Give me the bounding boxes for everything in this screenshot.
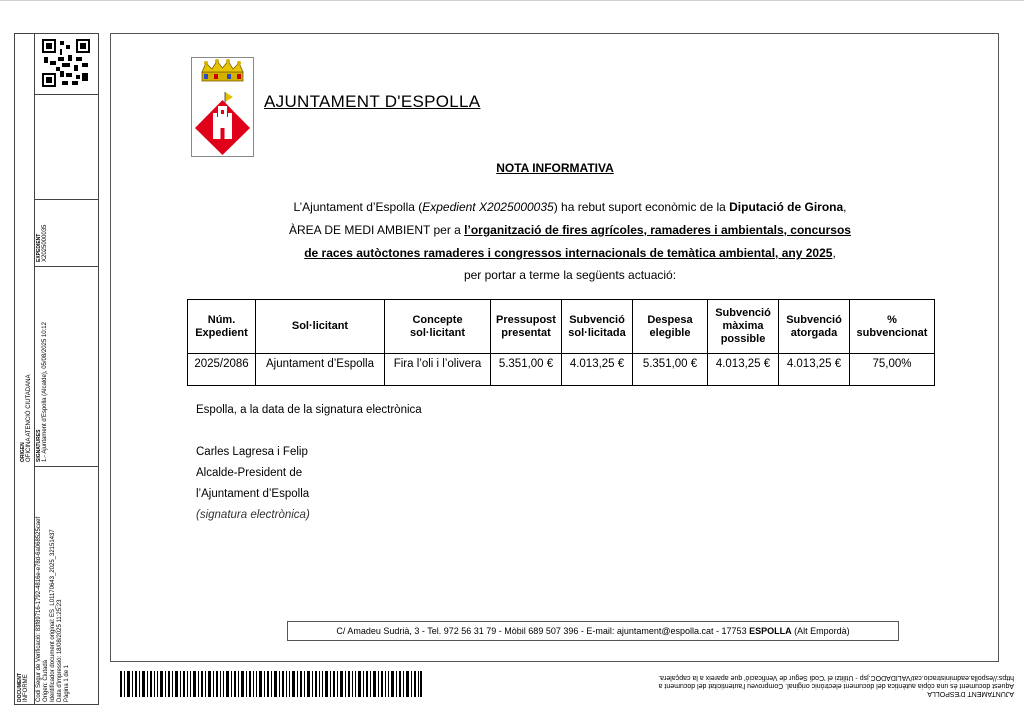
table-cell: Ajuntament d’Espolla xyxy=(256,354,385,386)
intro-line-2 xyxy=(190,219,950,241)
origin-value: OFICINA ATENCIÓ CIUTADANA xyxy=(26,374,32,462)
notice-line: AJUNTAMENT D'ESPOLLA xyxy=(927,690,1014,697)
table-cell: 5.351,00 € xyxy=(491,354,562,386)
area-text: ÀREA DE MEDI AMBIENT per a xyxy=(289,223,465,237)
footer-town: ESPOLLA xyxy=(749,626,792,636)
footer-address: C/ Amadeu Sudrià, 3 - Tel. 972 56 31 79 - Mòbil 689 507 396 - E-mail: ajuntament@espolla.cat - 17753 xyxy=(336,626,750,636)
document-label: DOCUMENT xyxy=(17,673,23,702)
notice-line: Aquest document és una còpia autèntica del document electrònic original. Comproveu l'autenticitat del document a xyxy=(658,682,1014,689)
verification-sidebar xyxy=(14,33,99,705)
verification-original-id: Identificador document original: ES_L01170643_2025_32151437 xyxy=(50,529,56,702)
column-header: Subvenció atorgada xyxy=(779,300,850,354)
table-row xyxy=(188,354,935,386)
intro-text: per portar a terme la següents actuació: xyxy=(463,268,677,282)
column-header: Pressupost presentat xyxy=(491,300,562,354)
subsidy-table xyxy=(187,299,935,386)
coat-of-arms-icon xyxy=(192,58,253,156)
qr-code-cell xyxy=(34,34,98,95)
intro-text: ) ha rebut suport econòmic de la xyxy=(553,200,730,214)
top-border xyxy=(0,0,1024,1)
verification-origin: Origen: Ciutadà xyxy=(43,659,49,702)
page-title: AJUNTAMENT D'ESPOLLA xyxy=(264,92,481,111)
verification-page: Pàgina 1 de 1 xyxy=(64,664,70,702)
program-name: l’organització de fires agrícoles, ramaderes i ambientals, concursos xyxy=(464,223,851,237)
document-heading: NOTA INFORMATIVA xyxy=(496,161,614,175)
table-cell: 5.351,00 € xyxy=(633,354,708,386)
column-header: Núm. Expedient xyxy=(188,300,256,354)
footer-region: (Alt Empordà) xyxy=(791,626,850,636)
column-header: Despesa elegible xyxy=(633,300,708,354)
table-header-row xyxy=(188,300,935,354)
qr-code-icon xyxy=(42,39,90,87)
origin-label: ORIGEN xyxy=(20,442,26,462)
column-header: Sol·licitant xyxy=(256,300,385,354)
intro-line-3 xyxy=(190,242,950,264)
intro-text: , xyxy=(832,246,836,260)
document-value: INFORME xyxy=(23,674,29,702)
program-name-continued: de races autòctones ramaderes i congressos internacionals de temàtica ambiental, any 2025 xyxy=(304,246,833,260)
table-cell: 75,00% xyxy=(850,354,935,386)
column-header: Subvenció màxima possible xyxy=(708,300,779,354)
municipal-logo xyxy=(191,57,254,157)
sidebar-divider xyxy=(34,199,98,200)
diputacio-name: Diputació de Girona xyxy=(729,200,844,214)
signer-entity: l’Ajuntament d’Espolla xyxy=(196,488,310,500)
barcode-icon xyxy=(120,671,422,697)
intro-text: L’Ajuntament d’Espolla ( xyxy=(293,200,423,214)
notice-line: https://espolla.eadministracio.cat/VALIDADOC.jsp - Utilitzi el 'Codi Segur de Verificació' que apareix a la capçalera. xyxy=(658,674,1014,681)
expedient-reference: Expedient X2025000035 xyxy=(422,200,554,214)
table-cell: 2025/2086 xyxy=(188,354,256,386)
table-cell: 4.013,25 € xyxy=(708,354,779,386)
table-cell: 4.013,25 € xyxy=(562,354,633,386)
signatures-value: 1.- Ajuntament d'Espolla (Alcalde), 05/08/2025 10:12 xyxy=(42,322,48,462)
intro-line-1 xyxy=(190,196,950,218)
table-cell: 4.013,25 € xyxy=(779,354,850,386)
address-footer xyxy=(287,621,899,641)
place-date: Espolla, a la data de la signatura electrònica xyxy=(196,404,422,416)
authenticity-notice xyxy=(594,673,1014,697)
intro-text: , xyxy=(843,200,847,214)
verification-print-date: Data d'impressió: 18/08/2025 11:25:23 xyxy=(57,599,63,702)
table-cell: Fira l’oli i l’olivera xyxy=(385,354,491,386)
expedient-label: EXPEDIENT xyxy=(36,233,42,262)
expedient-value: X2025000035 xyxy=(42,224,48,262)
signer-role: Alcalde-President de xyxy=(196,467,303,479)
column-header: Concepte sol·licitant xyxy=(385,300,491,354)
column-header: % subvencionat xyxy=(850,300,935,354)
signatures-label: SIGNATURES xyxy=(36,429,42,462)
column-header: Subvenció sol·licitada xyxy=(562,300,633,354)
signature-note: (signatura electrònica) xyxy=(196,509,310,521)
sidebar-divider xyxy=(34,466,98,467)
verification-code: Codi Segur de Verificació: 83f89716-1792-4816e-e78d-6a068525caef xyxy=(36,516,42,702)
intro-line-4 xyxy=(190,264,950,286)
sidebar-label-column xyxy=(15,34,35,704)
sidebar-divider xyxy=(34,266,98,267)
signer-name: Carles Lagresa i Felip xyxy=(196,446,308,458)
